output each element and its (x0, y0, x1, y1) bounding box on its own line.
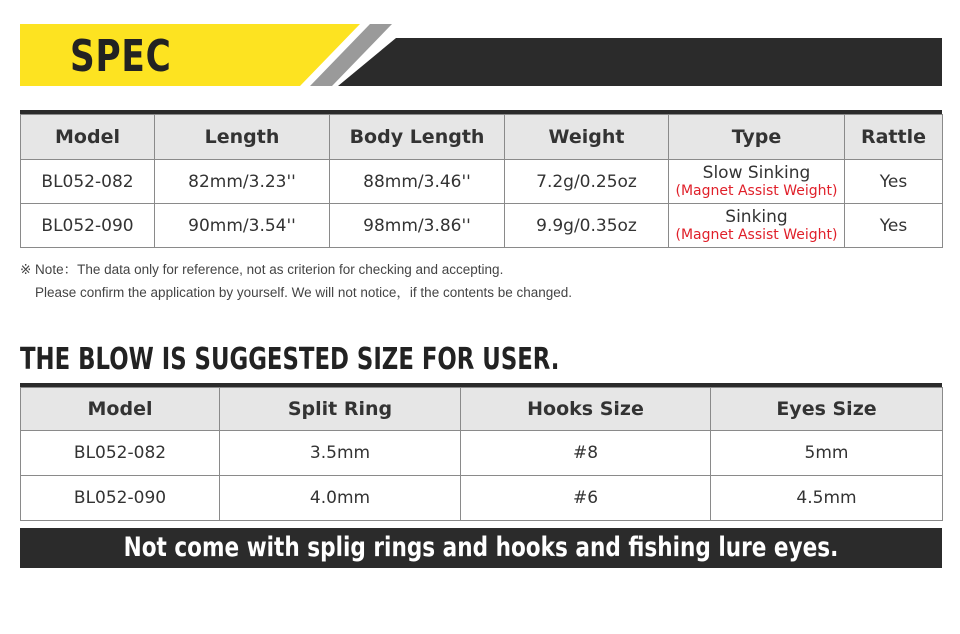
header-rattle: Rattle (845, 115, 943, 160)
cell-split-ring: 3.5mm (220, 431, 461, 476)
header-weight: Weight (505, 115, 669, 160)
spec-table-header-row (21, 115, 943, 160)
cell-length: 82mm/3.23'' (155, 160, 330, 204)
cell-body-length: 88mm/3.46'' (330, 160, 505, 204)
note-line-1: ※ Note：The data only for reference, not as criterion for checking and accepting. (20, 262, 504, 277)
cell-eyes-size: 4.5mm (711, 476, 943, 521)
cell-model: BL052-082 (21, 160, 155, 204)
size-table-header-row (21, 388, 943, 431)
table-row (21, 160, 943, 204)
type-note: (Magnet Assist Weight) (675, 226, 838, 243)
size-table (20, 387, 943, 521)
header-model: Model (21, 388, 220, 431)
header-model: Model (21, 115, 155, 160)
header-length: Length (155, 115, 330, 160)
cell-type (669, 160, 845, 204)
cell-model: BL052-090 (21, 476, 220, 521)
header-body-length: Body Length (330, 115, 505, 160)
cell-rattle: Yes (845, 204, 943, 248)
cell-length: 90mm/3.54'' (155, 204, 330, 248)
header-type: Type (669, 115, 845, 160)
footer-text: Not come with splig rings and hooks and fishing lure eyes. (123, 532, 839, 563)
header-hooks-size: Hooks Size (461, 388, 711, 431)
suggested-size-heading: THE BLOW IS SUGGESTED SIZE FOR USER. (20, 342, 560, 377)
table-row (21, 204, 943, 248)
cell-weight: 7.2g/0.25oz (505, 160, 669, 204)
type-label: Sinking (725, 206, 788, 227)
spec-table (20, 114, 943, 248)
cell-weight: 9.9g/0.35oz (505, 204, 669, 248)
cell-model: BL052-082 (21, 431, 220, 476)
cell-rattle: Yes (845, 160, 943, 204)
reference-note (20, 258, 572, 304)
header-eyes-size: Eyes Size (711, 388, 943, 431)
cell-model: BL052-090 (21, 204, 155, 248)
type-note: (Magnet Assist Weight) (675, 182, 838, 199)
cell-eyes-size: 5mm (711, 431, 943, 476)
table-row (21, 476, 943, 521)
cell-hooks-size: #6 (461, 476, 711, 521)
note-line-2: Please confirm the application by yourself. We will not notice，if the contents be changed. (35, 285, 573, 300)
spec-title: SPEC (70, 31, 172, 82)
cell-type (669, 204, 845, 248)
cell-split-ring: 4.0mm (220, 476, 461, 521)
cell-body-length: 98mm/3.86'' (330, 204, 505, 248)
table-row (21, 431, 943, 476)
type-label: Slow Sinking (702, 162, 811, 183)
cell-hooks-size: #8 (461, 431, 711, 476)
footer-banner (20, 528, 942, 568)
header-split-ring: Split Ring (220, 388, 461, 431)
